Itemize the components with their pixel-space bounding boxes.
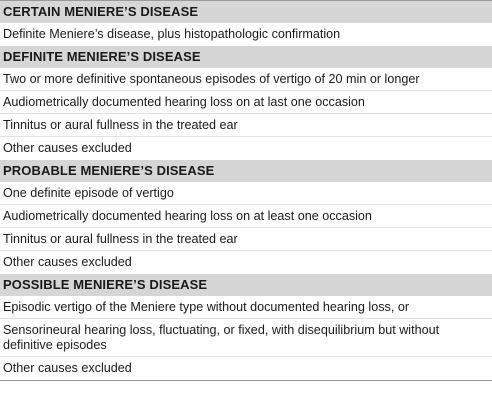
criterion-row: Audiometrically documented hearing loss on at last one occasion <box>0 91 492 114</box>
criterion-row: Sensorineural hearing loss, fluctuating, or fixed, with disequilibrium but without definitive episodes <box>0 319 492 357</box>
section-header-possible: POSSIBLE MENIERE’S DISEASE <box>0 274 492 296</box>
section-header-certain: CERTAIN MENIERE’S DISEASE <box>0 1 492 23</box>
section-definite <box>0 46 492 160</box>
criterion-row: Tinnitus or aural fullness in the treated ear <box>0 228 492 251</box>
criterion-row: Episodic vertigo of the Meniere type without documented hearing loss, or <box>0 296 492 319</box>
criterion-row: Two or more definitive spontaneous episodes of vertigo of 20 min or longer <box>0 68 492 91</box>
section-certain <box>0 1 492 46</box>
section-possible <box>0 274 492 380</box>
criterion-row: Definite Meniere’s disease, plus histopathologic confirmation <box>3 27 341 41</box>
section-probable <box>0 160 492 274</box>
criterion-row: Other causes excluded <box>3 141 132 155</box>
criterion-row: Other causes excluded <box>3 255 132 269</box>
section-header-definite: DEFINITE MENIERE’S DISEASE <box>0 46 492 68</box>
criterion-row: Other causes excluded <box>3 361 132 375</box>
section-header-probable: PROBABLE MENIERE’S DISEASE <box>0 160 492 182</box>
criterion-row: Tinnitus or aural fullness in the treated ear <box>0 114 492 137</box>
criterion-row: One definite episode of vertigo <box>0 182 492 205</box>
criterion-row: Audiometrically documented hearing loss on at least one occasion <box>0 205 492 228</box>
